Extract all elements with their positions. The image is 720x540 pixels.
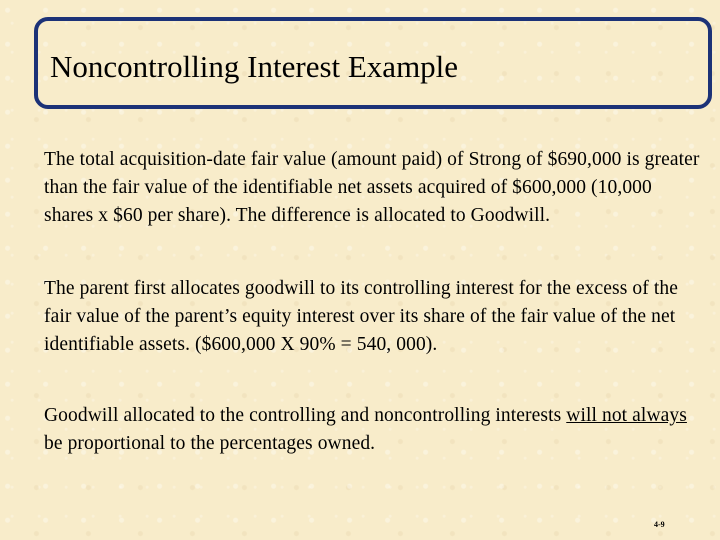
- paragraph-proportionality-start: Goodwill allocated to the controlling and noncontrolling interests: [44, 405, 567, 426]
- slide-title: Noncontrolling Interest Example: [50, 49, 459, 84]
- paragraph-proportionality: [44, 402, 704, 458]
- paragraph-acquisition-fair-value: The total acquisition-date fair value (amount paid) of Strong of $690,000 is greater than the fair value of the identifiable net assets acquired of $600,000 (10,000 shares x $60 per share). The difference is allocated to Goodwill.: [44, 149, 700, 226]
- underlined-phrase: will not always: [566, 405, 687, 426]
- page-number: 4-9: [654, 520, 665, 529]
- title-box: [34, 17, 712, 109]
- paragraph-proportionality-end: be proportional to the percentages owned.: [44, 433, 376, 454]
- paragraph-goodwill-allocation: The parent first allocates goodwill to its controlling interest for the excess of the fair value of the parent’s equity interest over its share of the fair value of the net identifiable assets. ($600,000 X 90% = 540, 000).: [44, 278, 678, 355]
